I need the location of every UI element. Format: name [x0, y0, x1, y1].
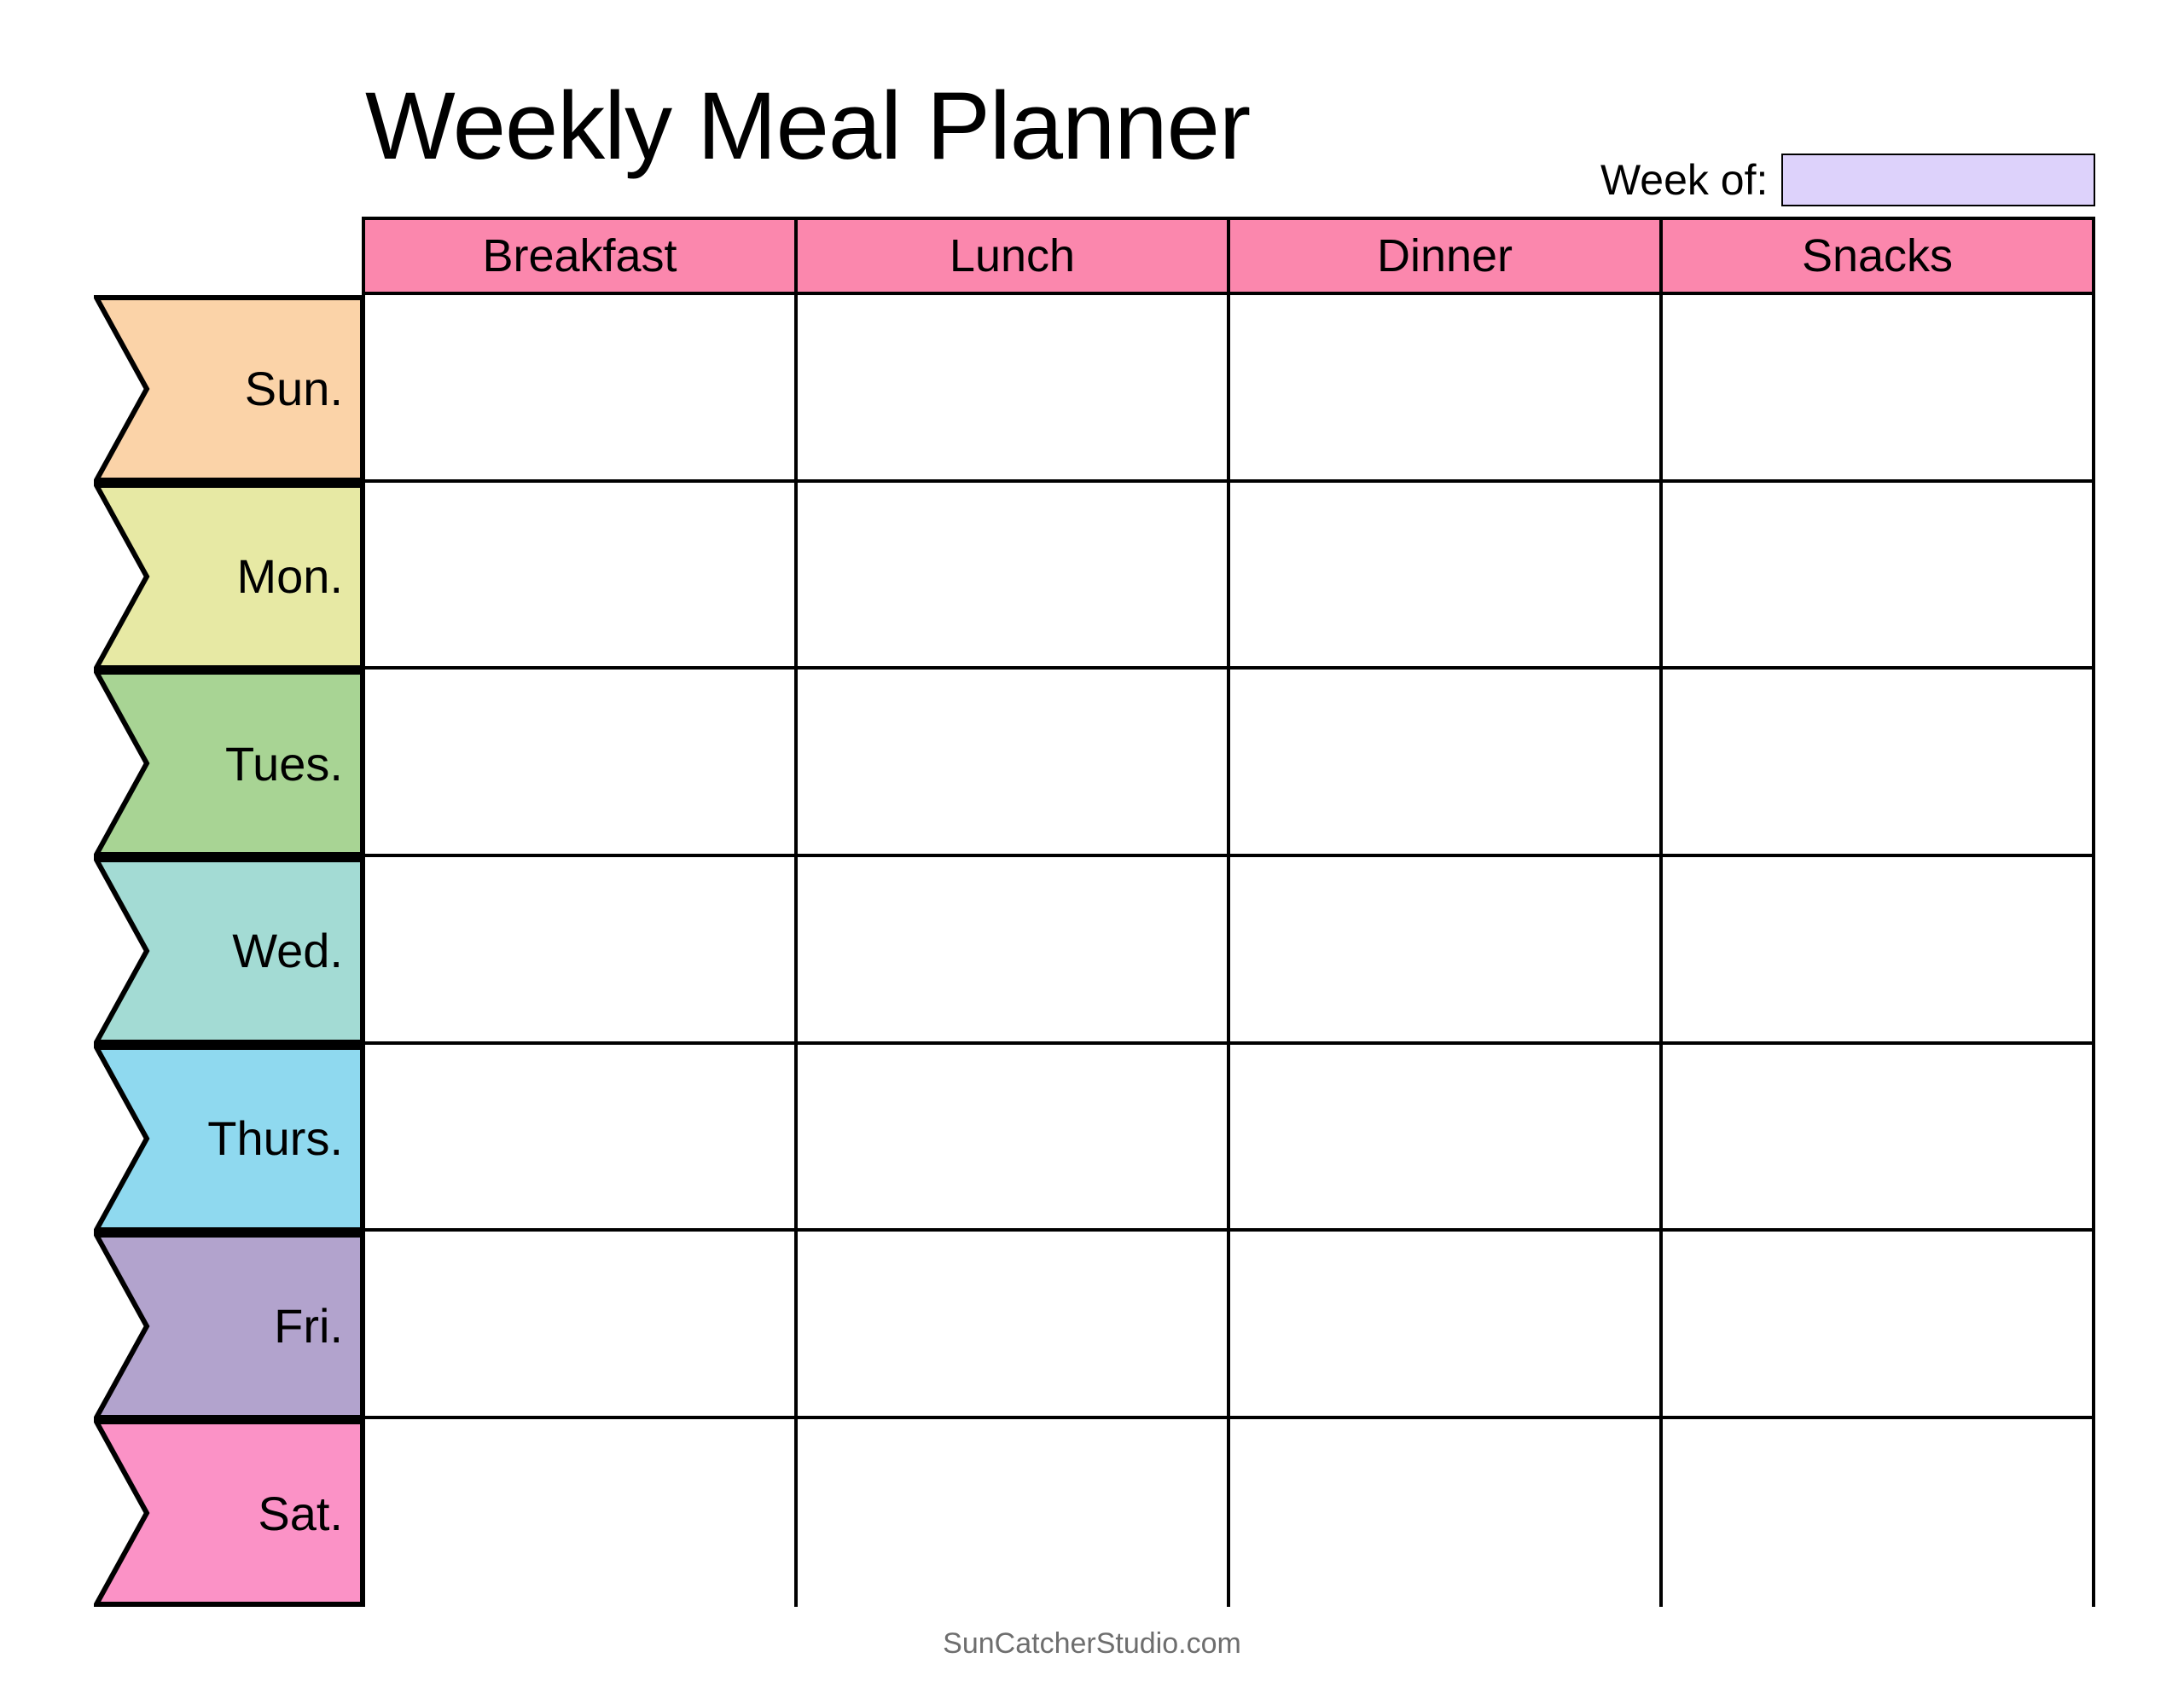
cell-fri-dinner[interactable] [1230, 1232, 1663, 1416]
cell-wed-snacks[interactable] [1663, 857, 2092, 1041]
day-label: Wed. [232, 924, 343, 978]
column-header-lunch: Lunch [798, 220, 1230, 292]
week-of-input[interactable] [1781, 154, 2095, 206]
day-ribbon-fri [94, 1232, 365, 1420]
table-row [365, 670, 2092, 857]
cell-fri-lunch[interactable] [798, 1232, 1230, 1416]
day-ribbon-sun [94, 295, 365, 483]
column-header-row [362, 217, 2095, 295]
table-row [365, 1232, 2092, 1419]
cell-sun-snacks[interactable] [1663, 295, 2092, 479]
cell-tues-lunch[interactable] [798, 670, 1230, 854]
day-label: Fri. [274, 1298, 343, 1353]
day-label: Thurs. [207, 1111, 343, 1166]
planner-grid [362, 295, 2095, 1607]
page-header [0, 41, 2184, 204]
cell-tues-snacks[interactable] [1663, 670, 2092, 854]
column-header-snacks: Snacks [1663, 220, 2092, 292]
cell-tues-breakfast[interactable] [365, 670, 798, 854]
cell-sat-breakfast[interactable] [365, 1419, 798, 1607]
day-ribbon-mon [94, 483, 365, 670]
day-ribbon-thurs [94, 1045, 365, 1232]
column-header-breakfast: Breakfast [365, 220, 798, 292]
planner-table [362, 217, 2095, 1607]
page-title: Weekly Meal Planner [365, 72, 1251, 179]
cell-mon-snacks[interactable] [1663, 483, 2092, 667]
cell-tues-dinner[interactable] [1230, 670, 1663, 854]
cell-sun-breakfast[interactable] [365, 295, 798, 479]
day-label: Tues. [225, 736, 343, 791]
cell-fri-breakfast[interactable] [365, 1232, 798, 1416]
footer-credit: SunCatcherStudio.com [943, 1627, 1241, 1660]
cell-sat-lunch[interactable] [798, 1419, 1230, 1607]
day-label: Sat. [258, 1486, 343, 1540]
table-row [365, 857, 2092, 1045]
cell-wed-breakfast[interactable] [365, 857, 798, 1041]
cell-mon-dinner[interactable] [1230, 483, 1663, 667]
cell-mon-lunch[interactable] [798, 483, 1230, 667]
table-row [365, 1045, 2092, 1232]
day-label: Mon. [236, 549, 343, 604]
day-ribbon-sat [94, 1419, 365, 1607]
table-row [365, 295, 2092, 483]
column-header-dinner: Dinner [1230, 220, 1663, 292]
cell-mon-breakfast[interactable] [365, 483, 798, 667]
cell-sat-snacks[interactable] [1663, 1419, 2092, 1607]
cell-wed-lunch[interactable] [798, 857, 1230, 1041]
table-row [365, 483, 2092, 670]
cell-thurs-breakfast[interactable] [365, 1045, 798, 1229]
cell-wed-dinner[interactable] [1230, 857, 1663, 1041]
cell-thurs-snacks[interactable] [1663, 1045, 2092, 1229]
week-of-label: Week of: [1600, 156, 1769, 204]
table-row [365, 1419, 2092, 1607]
cell-thurs-dinner[interactable] [1230, 1045, 1663, 1229]
day-label: Sun. [244, 362, 343, 416]
cell-fri-snacks[interactable] [1663, 1232, 2092, 1416]
cell-sun-dinner[interactable] [1230, 295, 1663, 479]
day-ribbon-wed [94, 857, 365, 1045]
cell-thurs-lunch[interactable] [798, 1045, 1230, 1229]
cell-sat-dinner[interactable] [1230, 1419, 1663, 1607]
day-ribbon-column [94, 295, 365, 1607]
cell-sun-lunch[interactable] [798, 295, 1230, 479]
day-ribbon-tues [94, 670, 365, 857]
week-of-group [1600, 154, 2095, 206]
